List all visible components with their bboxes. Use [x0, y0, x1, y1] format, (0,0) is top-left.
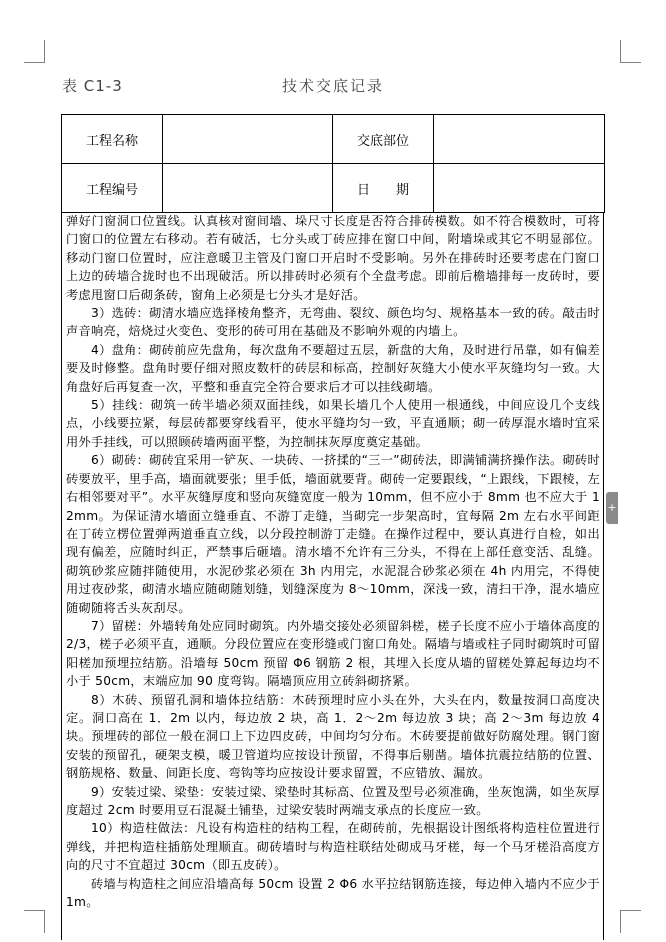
- date-value[interactable]: [434, 164, 605, 213]
- content-paragraph: 8）木砖、预留孔洞和墙体拉结筋：木砖预埋时应小头在外，大头在内，数量按洞口高度决定。洞口高在 1．2m 以内，每边放 2 块，高 1．2～2m 每边放 3 块；高 2～3m 每边放 4 块。预埋砖的部位一般在洞口上下边四皮砖，中间均匀分布。木砖要提前做好防腐处理。钢门窗安装的预留孔，硬架支模，暖卫管道均应按设计预留，不得事后剔凿。墙体抗震拉结筋的位置、钢筋规格、数量、间距长度、弯钩等均应按设计要求留置，不应错放、漏放。: [66, 692, 600, 781]
- info-table: [61, 114, 605, 213]
- project-name-value[interactable]: [163, 115, 333, 164]
- handover-part-label: 交底部位: [333, 115, 434, 164]
- expand-side-tab[interactable]: +: [606, 492, 618, 524]
- form-code: 表 C1-3: [62, 77, 123, 95]
- content-paragraph: 9）安装过梁、梁垫：安装过梁、梁垫时其标高、位置及型号必须准确，坐灰饱满，如坐灰厚度超过 2cm 时要用豆石混凝土铺垫，过梁安装时两端支承点的长度应一致。: [66, 784, 600, 817]
- crop-mark-top-right: [620, 40, 641, 63]
- crop-mark-bottom-right: [620, 910, 641, 933]
- content-paragraph: 砖墙与构造柱之间应沿墙高每 50cm 设置 2 Φ6 水平拉结钢筋连接，每边伸入墙内不应少于 1m。: [66, 876, 600, 910]
- content-paragraph: 3）选砖：砌清水墙应选择棱角整齐，无弯曲、裂纹、颜色均匀、规格基本一致的砖。敲击时声音响亮，焙烧过火变色、变形的砖可用在基础及不影响外观的内墙上。: [66, 306, 600, 339]
- content-paragraph: 10）构造柱做法：凡设有构造柱的结构工程，在砌砖前，先根据设计图纸将构造柱位置进行弹线，并把构造柱插筋处理顺直。砌砖墙时与构造柱联结处砌成马牙槎，每一个马牙槎沿高度方向的尺寸不宜超过 30cm（即五皮砖）。: [66, 821, 600, 873]
- content-paragraph: 弹好门窗洞口位置线。认真核对窗间墙、垛尺寸长度是否符合排砖模数。如不符合模数时，可将门窗口的位置左右移动。若有破活，七分头或丁砖应排在窗口中间，附墙垛或其它不明显部位。移动门窗口位置时，应注意暖卫主管及门窗口开启时不受影响。另外在排砖时还要考虑在门窗口上边的砖墙合拢时也不出现破活。所以排砖时必须有个全盘考虑。即前后檐墙排每一皮砖时，要考虑甩窗口后砌条砖，窗角上必须是七分头才是好活。: [66, 214, 600, 302]
- project-no-label: 工程编号: [62, 164, 163, 213]
- content-paragraph: 6）砌砖：砌砖宜采用一铲灰、一块砖、一挤揉的“三一”砌砖法，即满铺满挤操作法。砌砖时砖要放平，里手高，墙面就要张；里手低，墙面就要背。砌砖一定要跟线，“上跟线，下跟棱，左右相邻要对平”。水平灰缝厚度和竖向灰缝宽度一般为 10mm，但不应小于 8mm 也不应大于 12mm。为保证清水墙面立缝垂直、不游丁走缝，当砌完一步架高时，宜每隔 2m 左右水平间距在丁砖立楞位置弹两道垂直立线，以分段控制游丁走缝。在操作过程中，要认真进行自检，如出现有偏差，应随时纠正，严禁事后砸墙。清水墙不允许有三分头，不得在上部任意变活、乱缝。砌筑砂浆应随拌随使用，水泥砂浆必须在 3h 内用完，水泥混合砂浆必须在 4h 内用完，不得使用过夜砂浆，砌清水墙应随砌随划缝，划缝深度为 8～10mm，深浅一致，清扫干净，混水墙应随砌随将舌头灰刮尽。: [66, 453, 600, 615]
- project-no-value[interactable]: [163, 164, 333, 213]
- content-paragraph: 7）留槎：外墙转角处应同时砌筑。内外墙交接处必须留斜槎，槎子长度不应小于墙体高度的 2/3，槎子必须平直，通顺。分段位置应在变形缝或门窗口角处。隔墙与墙或柱子同时砌筑时可留阳槎加预埋拉结筋。沿墙每 50cm 预留 Φ6 钢筋 2 根，其埋入长度从墙的留槎处算起每边均不小于 50cm，末端应加 90 度弯钩。隔墙顶应用立砖斜砌挤紧。: [66, 618, 600, 689]
- crop-mark-bottom-left: [24, 910, 45, 933]
- document-title: 技术交底记录: [281, 77, 384, 95]
- project-name-label: 工程名称: [62, 115, 163, 164]
- handover-content: [61, 212, 604, 940]
- content-paragraph: 4）盘角：砌砖前应先盘角，每次盘角不要超过五层，新盘的大角，及时进行吊靠，如有偏差要及时修整。盘角时要仔细对照皮数杆的砖层和标高，控制好灰缝大小使水平灰缝均匀一致。大角盘好后再复查一次，平整和垂直完全符合要求后才可以挂线砌墙。: [66, 342, 600, 394]
- crop-mark-top-left: [24, 40, 45, 63]
- info-row-2: [62, 164, 605, 213]
- handover-part-value[interactable]: [434, 115, 605, 164]
- date-label: [333, 164, 434, 213]
- info-row-1: [62, 115, 605, 164]
- date-label-char-1: 日: [356, 182, 370, 198]
- content-paragraph: 5）挂线：砌筑一砖半墙必须双面挂线，如果长墙几个人使用一根通线，中间应设几个支线点，小线要拉紧，每层砖都要穿线看平，使水平缝均匀一致，平直通顺；砌一砖厚混水墙时宜采用外手挂线，可以照顾砖墙两面平整，为控制抹灰厚度奠定基础。: [66, 398, 600, 449]
- date-label-char-2: 期: [396, 182, 410, 198]
